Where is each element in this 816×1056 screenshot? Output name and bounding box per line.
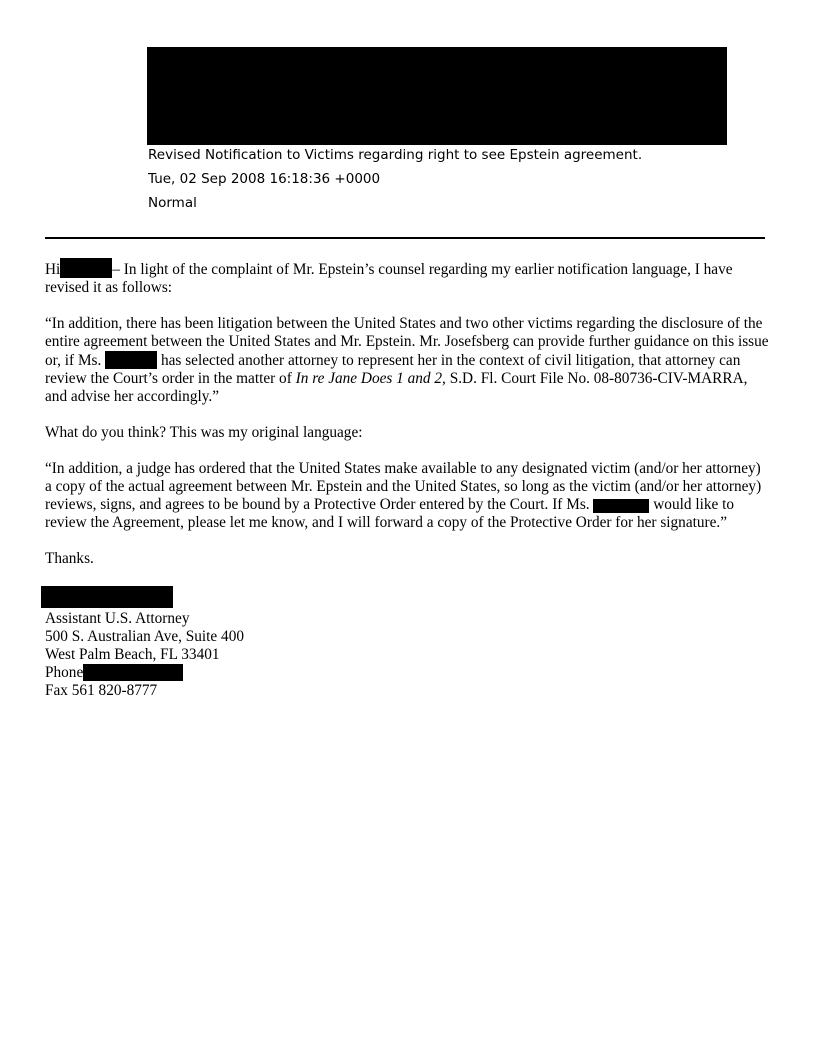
paragraph-revised-language <box>45 315 771 406</box>
paragraph-question: What do you think? This was my original language: <box>45 424 363 441</box>
case-name: In re Jane Does 1 and 2 <box>295 370 443 387</box>
signature-address-1: 500 S. Australian Ave, Suite 400 <box>45 628 244 645</box>
importance-value: Normal <box>148 195 197 211</box>
redacted-name <box>105 351 157 369</box>
revised-text-a: “In addition, there has been litigation between the United States and two other victims regarding the disclosure of the entire agreement between the United States and Mr. Epstein. Mr. Josefsberg can provide further guidance on this issue or, if Ms. <box>45 315 769 369</box>
email-header <box>0 0 816 230</box>
header-divider <box>45 237 765 239</box>
revised-text-c: , S.D. Fl. Court File No. 08-80736-CIV-MARRA, and advise her accordingly.” <box>45 370 748 405</box>
paragraph-thanks: Thanks. <box>45 550 94 567</box>
phone-label: Phone <box>45 664 84 681</box>
greeting-text: Hi <box>45 261 61 278</box>
email-body <box>45 258 771 700</box>
redacted-name <box>593 499 649 513</box>
date-value: Tue, 02 Sep 2008 16:18:36 +0000 <box>148 171 381 187</box>
redacted-signer-name <box>41 586 173 608</box>
signature-fax: Fax 561 820-8777 <box>45 682 158 699</box>
paragraph-greeting <box>45 258 771 297</box>
paragraph-original-language <box>45 460 771 532</box>
signature-phone <box>45 664 771 682</box>
greeting-rest-text: – In light of the complaint of Mr. Epstein’s counsel regarding my earlier notification language, I have revised it as follows: <box>45 261 733 296</box>
subject-value: Revised Notification to Victims regarding right to see Epstein agreement. <box>148 147 643 163</box>
redacted-name <box>60 258 112 278</box>
signature-title: Assistant U.S. Attorney <box>45 610 190 627</box>
redacted-phone <box>83 664 183 681</box>
signature-block <box>45 586 771 700</box>
redacted-recipients-block <box>147 47 727 145</box>
original-text-b: would like to review the Agreement, please let me know, and I will forward a copy of the Protective Order for her signature.” <box>45 496 734 531</box>
signature-address-2: West Palm Beach, FL 33401 <box>45 646 220 663</box>
original-text-a: “In addition, a judge has ordered that the United States make available to any designated victim (and/or her attorney) a copy of the actual agreement between Mr. Epstein and the United States, so long as the victim (and/or her attorney) reviews, signs, and agrees to be bound by a Protective Order entered by the Court. If Ms. <box>45 460 762 513</box>
revised-text-b: has selected another attorney to represent her in the context of civil litigation, that attorney can review the Court’s order in the matter of <box>45 352 741 387</box>
